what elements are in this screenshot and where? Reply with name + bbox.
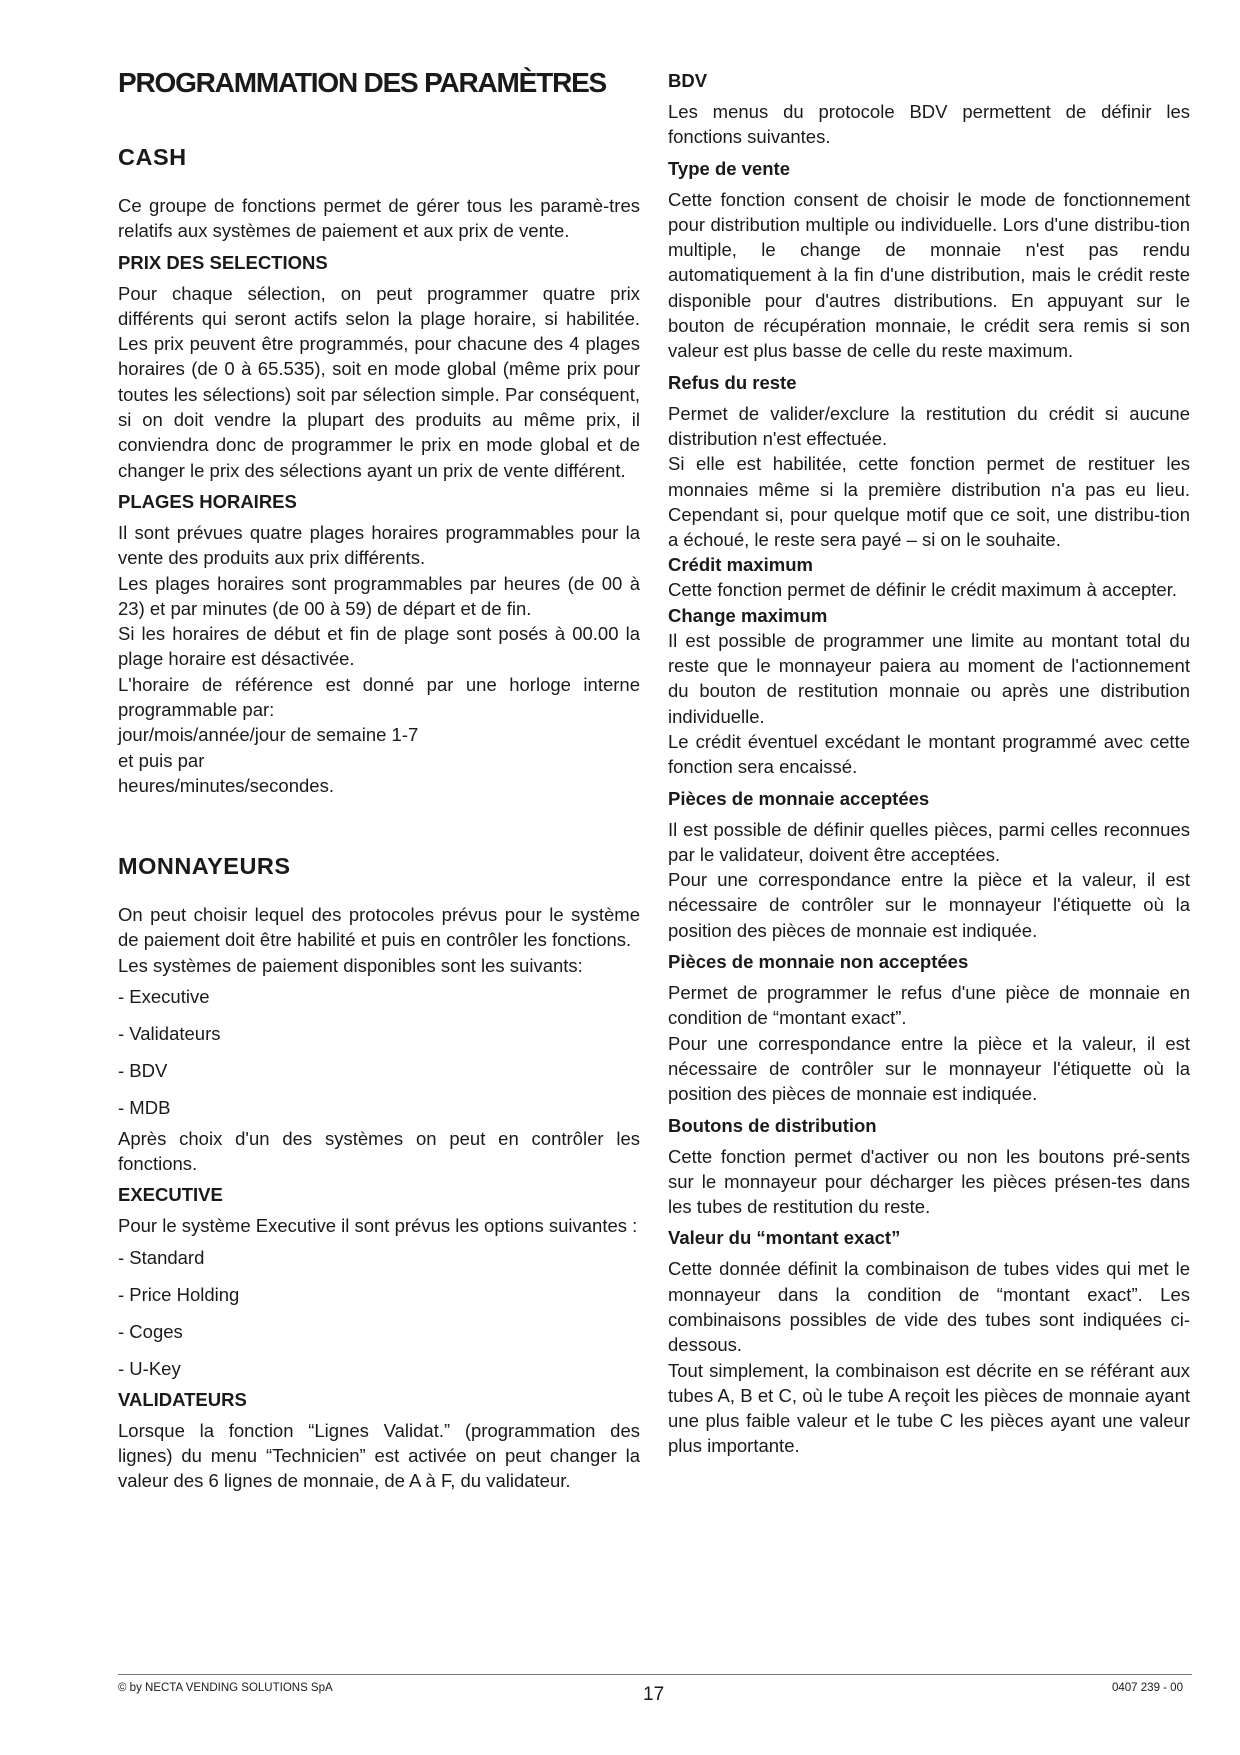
- prix-heading: PRIX DES SELECTIONS: [118, 251, 328, 273]
- valeur-heading: Valeur du “montant exact”: [668, 1227, 901, 1249]
- pieces-non-acceptees-heading: Pièces de monnaie non acceptées: [668, 951, 969, 973]
- plages-p6: et puis par: [118, 749, 205, 771]
- list-item: - Coges: [118, 1320, 183, 1342]
- cash-section: [118, 193, 640, 798]
- executive-body: Pour le système Executive il sont prévus les options suivantes :: [118, 1215, 638, 1237]
- change-heading: Change maximum: [668, 604, 828, 626]
- validateurs-heading: VALIDATEURS: [118, 1388, 247, 1410]
- list-item: - BDV: [118, 1059, 168, 1081]
- pieces-non-acceptees-p1: Permet de programmer le refus d'une pièce de monnaie en condition de “montant exact”.: [668, 982, 1190, 1029]
- cash-heading: CASH: [118, 144, 187, 170]
- footer-doc-code: 0407 239 - 00: [1112, 1682, 1183, 1694]
- pieces-non-acceptees-p2: Pour une correspondance entre la pièce et la valeur, il est nécessaire de contrôler sur le monnayeur l'étiquette où la position des pièces de monnaie est indiquée.: [668, 1032, 1190, 1105]
- list-item: - Executive: [118, 985, 210, 1007]
- bdv-section: [668, 68, 1190, 1459]
- pieces-acceptees-p1: Il est possible de définir quelles pièces, parmi celles reconnues par le validateur, doivent être acceptées.: [668, 818, 1190, 865]
- list-item: - U-Key: [118, 1357, 181, 1379]
- list-item: - MDB: [118, 1096, 171, 1118]
- monnayeurs-p1: On peut choisir lequel des protocoles prévus pour le système de paiement doit être habilité et puis en contrôler les fonctions.: [118, 904, 640, 951]
- pieces-acceptees-heading: Pièces de monnaie acceptées: [668, 787, 930, 809]
- validateurs-body: Lorsque la fonction “Lignes Validat.” (programmation des lignes) du menu “Technicien” est activée on peut changer la valeur des 6 lignes de monnaie, de A à F, du validateur.: [118, 1419, 640, 1492]
- list-item: - Validateurs: [118, 1022, 221, 1044]
- page-title: PROGRAMMATION DES PARAMÈTRES: [118, 67, 607, 98]
- change-p1: Il est possible de programmer une limite au montant total du reste que le monnayeur paiera au moment de l'actionnement du bouton de restitution monnaie ou après une distribution individuelle.: [668, 629, 1190, 727]
- plages-p7: heures/minutes/secondes.: [118, 774, 334, 796]
- executive-heading: EXECUTIVE: [118, 1184, 223, 1206]
- list-item: - Price Holding: [118, 1283, 240, 1305]
- monnayeurs-p3: Après choix d'un des systèmes on peut en contrôler les fonctions.: [118, 1127, 640, 1175]
- change-p2: Le crédit éventuel excédant le montant programmé avec cette fonction sera encaissé.: [668, 730, 1190, 778]
- monnayeurs-heading: MONNAYEURS: [118, 853, 291, 879]
- cash-intro: Ce groupe de fonctions permet de gérer tous les paramè-tres relatifs aux systèmes de paiement et aux prix de vente.: [118, 195, 640, 242]
- footer-copyright: © by NECTA VENDING SOLUTIONS SpA: [118, 1682, 333, 1694]
- plages-p3: Si les horaires de début et fin de plage sont posés à 00.00 la plage horaire est désactivée.: [118, 623, 640, 670]
- valeur-p1: Cette donnée définit la combinaison de tubes vides qui met le monnayeur dans la condition de “montant exact”. Les combinaisons possibles de vide des tubes sont indiquées ci-dessous.: [668, 1258, 1190, 1356]
- monnayeurs-p2: Les systèmes de paiement disponibles sont les suivants:: [118, 954, 583, 976]
- boutons-heading: Boutons de distribution: [668, 1114, 877, 1136]
- list-item: - Standard: [118, 1246, 205, 1268]
- plages-p5: jour/mois/année/jour de semaine 1-7: [118, 724, 419, 746]
- payment-systems-list: [118, 984, 640, 1120]
- pieces-acceptees-p2: Pour une correspondance entre la pièce et la valeur, il est nécessaire de contrôler sur le monnayeur l'étiquette où la position des pièces de monnaie est indiquée.: [668, 869, 1190, 941]
- credit-body: Cette fonction permet de définir le crédit maximum à accepter.: [668, 579, 1177, 601]
- prix-body: Pour chaque sélection, on peut programmer quatre prix différents qui seront actifs selon la plage horaire, si habilitée. Les prix peuvent être programmés, pour chacune des 4 plages horaires (de 0 à 65.535), soit en mode global (même prix pour toutes les sélections) soit par sélection simple. Par conséquent, si on doit vendre la plupart des produits au même prix, il conviendra donc de programmer le prix en mode global et de changer le prix des sélections ayant un prix de vente différent.: [118, 282, 640, 481]
- bdv-intro: Les menus du protocole BDV permettent de définir les fonctions suivantes.: [668, 101, 1190, 148]
- plages-heading: PLAGES HORAIRES: [118, 490, 297, 512]
- type-vente-heading: Type de vente: [668, 157, 791, 179]
- plages-p4: L'horaire de référence est donné par une horloge interne programmable par:: [118, 673, 640, 721]
- plages-p2: Les plages horaires sont programmables par heures (de 00 à 23) et par minutes (de 00 à 59) de départ et de fin.: [118, 572, 640, 619]
- valeur-p2: Tout simplement, la combinaison est décrite en se référant aux tubes A, B et C, où le tube A reçoit les pièces de monnaie ayant une plus faible valeur et le tube C les pièces ayant une valeur plus importante.: [668, 1359, 1190, 1457]
- plages-p1: Il sont prévues quatre plages horaires programmables pour la vente des produits aux prix différents.: [118, 521, 640, 569]
- bdv-heading: BDV: [668, 70, 708, 91]
- credit-heading: Crédit maximum: [668, 554, 813, 576]
- executive-options-list: [118, 1245, 640, 1381]
- refus-p2: Si elle est habilitée, cette fonction permet de restituer les monnaies même si la première distribution n'a pas eu lieu. Cependant si, pour quelque motif que ce soit, une distribu-tion a échoué, le reste sera payé – si on le souhaite.: [668, 453, 1190, 551]
- refus-p1: Permet de valider/exclure la restitution du crédit si aucune distribution n'est effectuée.: [668, 402, 1190, 449]
- footer-rule: [118, 1674, 1192, 1675]
- monnayeurs-section: [118, 902, 640, 1494]
- page-number: 17: [643, 1684, 665, 1705]
- refus-heading: Refus du reste: [668, 371, 797, 393]
- type-vente-body: Cette fonction consent de choisir le mode de fonctionnement pour distribution multiple ou individuelle. Lors d'une distribu-tion multiple, le change de monnaie n'est pas rendu automatiquement à la fin d'une distribution, mais le crédit reste disponible pour d'autres distributions. En appuyant sur le bouton de récupération monnaie, le crédit sera remis si son valeur est plus basse de celle du reste maximum.: [668, 188, 1190, 362]
- boutons-body: Cette fonction permet d'activer ou non les boutons pré-sents sur le monnayeur pour décharger les pièces présen-tes dans les tubes de restitution du reste.: [668, 1145, 1190, 1218]
